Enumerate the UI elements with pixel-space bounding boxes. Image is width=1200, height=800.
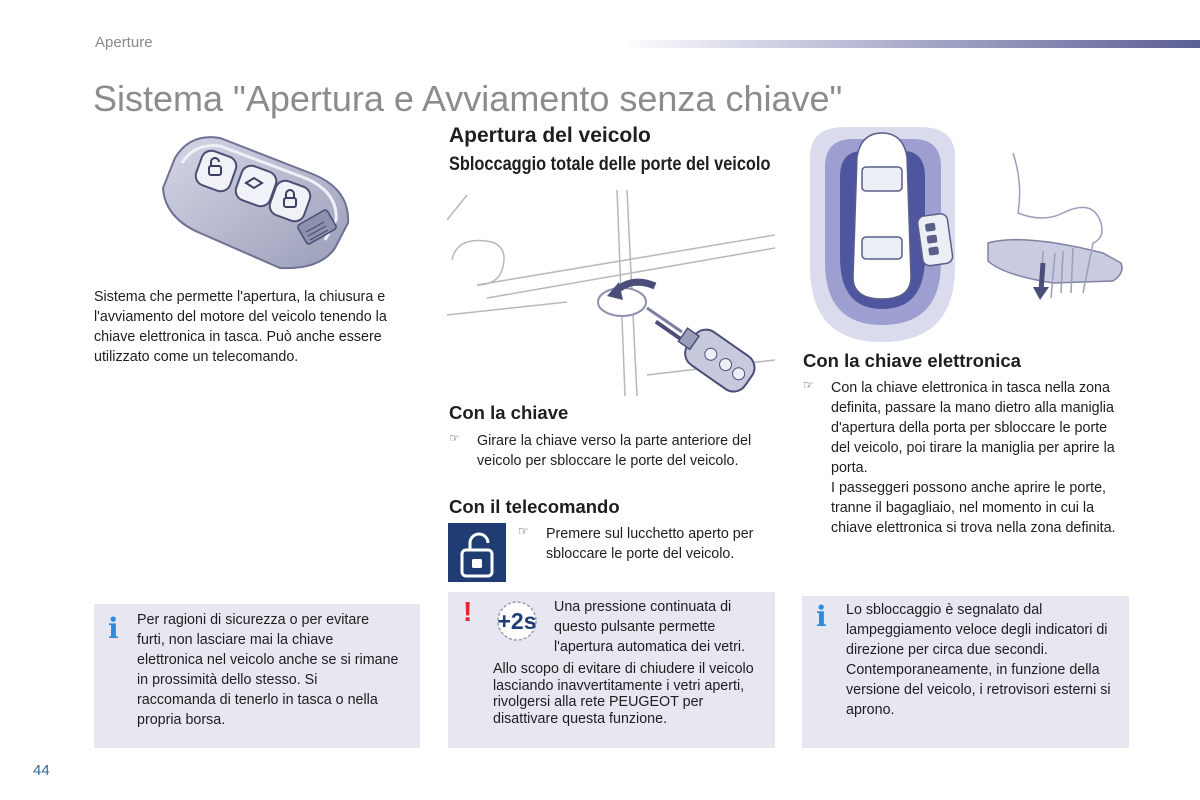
hand-bullet-icon: ☞: [449, 431, 460, 445]
warning-extra-text: Allo scopo di evitare di chiudere il veicolo lasciando inavvertitamente i vetri aperti, rivolgersi alla rete PEUGEOT per disattivare questa funzione.: [493, 661, 754, 727]
info-icon: i: [108, 612, 119, 645]
warning-main-text: Una pressione continuata di questo pulsante permette l'apertura automatica dei vetri.: [554, 599, 746, 655]
opening-subheading: Sbloccaggio totale delle porte del veicolo: [449, 154, 771, 175]
security-note-box: [94, 604, 420, 748]
security-note-text: Per ragioni di sicurezza o per evitare furti, non lasciare mai la chiave elettronica nel veicolo anche se si rimane in prossimità dello stesso. Si raccomanda di tenerlo in tasca o nella propria borsa.: [137, 612, 399, 728]
hand-door-handle-illustration: [983, 153, 1125, 303]
with-remote-heading: Con il telecomando: [449, 496, 620, 517]
with-key-bullet: [449, 431, 777, 471]
press-2s-label: +2s: [497, 608, 537, 634]
page-title: Sistema "Apertura e Avviamento senza chiave": [93, 78, 843, 119]
signal-note-box: [802, 596, 1129, 748]
section-label: Aperture: [95, 34, 153, 51]
with-remote-bullet-text: Premere sul lucchetto aperto per sbloccare le porte del veicolo.: [546, 526, 754, 562]
unlock-padlock-icon: [448, 523, 506, 582]
keyless-zone-illustration: [805, 127, 960, 342]
key-fob-illustration: [160, 128, 355, 273]
intro-text: Sistema che permette l'apertura, la chiusura e l'avviamento del motore del veicolo tenendo la chiave elettronica in tasca. Può anche essere utilizzato come un telecomando.: [94, 289, 387, 365]
with-key-bullet-text: Girare la chiave verso la parte anteriore del veicolo per sbloccare le porte del veicolo.: [477, 433, 752, 469]
opening-heading: Apertura del veicolo: [449, 124, 651, 147]
with-remote-bullet: [518, 524, 776, 564]
hand-bullet-icon: ☞: [803, 378, 814, 392]
signal-note-text: Lo sbloccaggio è segnalato dal lampeggiamento veloce degli indicatori di direzione per circa due secondi. Contemporaneamente, in funzione della versione del veicolo, i retrovisori esterni si aprono.: [846, 602, 1111, 718]
with-electronic-key-bullet-text: Con la chiave elettronica in tasca nella zona definita, passare la mano dietro alla maniglia d'apertura della porta per sbloccare le porte del veicolo, poi tirare la maniglia per aprire la porta.: [831, 380, 1115, 476]
press-2s-badge: [488, 600, 546, 642]
with-electronic-key-bullet: [803, 378, 1128, 538]
with-electronic-key-heading: Con la chiave elettronica: [803, 350, 1021, 371]
warning-icon: !: [463, 596, 473, 627]
page-number: 44: [33, 762, 50, 779]
with-electronic-key-bullet-cont: I passeggeri possono anche aprire le porte, tranne il bagagliaio, nel momento in cui la chiave elettronica si trova nella zona definita.: [831, 480, 1116, 536]
warning-note-box: [448, 592, 775, 748]
hand-bullet-icon: ☞: [518, 524, 529, 538]
header-gradient-bar: [620, 40, 1200, 48]
info-icon: i: [816, 600, 827, 633]
with-key-heading: Con la chiave: [449, 402, 569, 423]
door-key-illustration: [447, 190, 775, 398]
